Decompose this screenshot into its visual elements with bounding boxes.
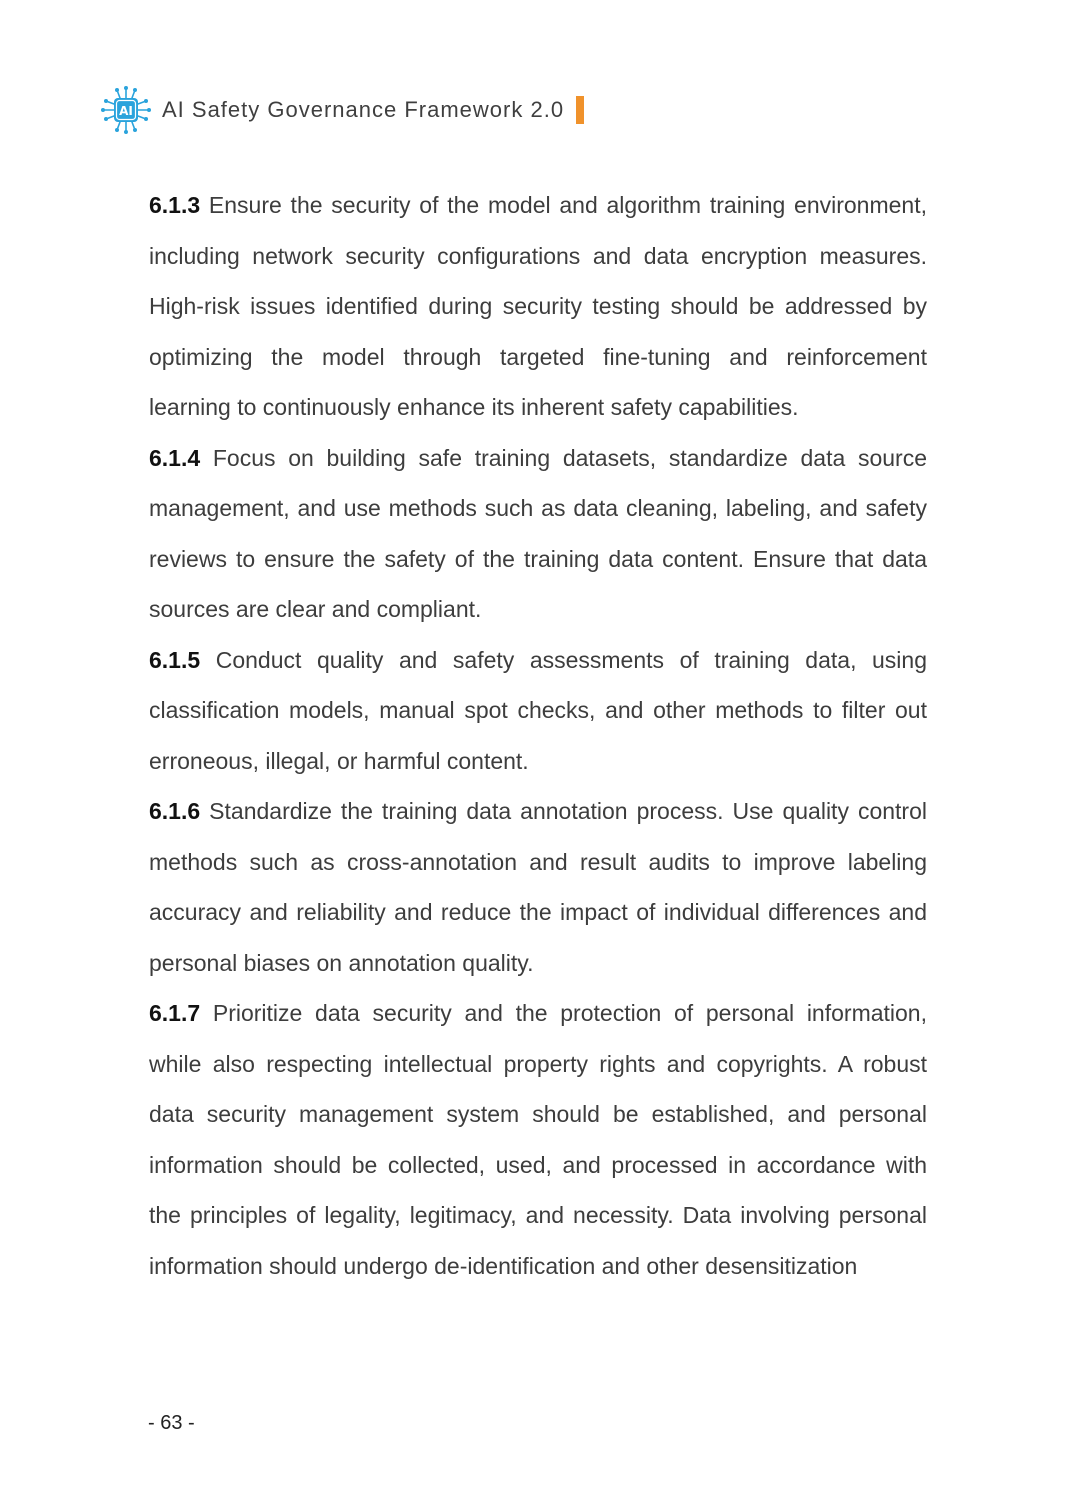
section-number: 6.1.3 xyxy=(149,192,201,218)
paragraph-6-1-4 xyxy=(149,433,927,635)
paragraph-text: Standardize the training data annotation process. Use quality control methods such as cross-annotation and result audits to improve labeling accuracy and reliability and reduce the impact of individual differences and personal biases on annotation quality. xyxy=(149,798,927,976)
section-number: 6.1.5 xyxy=(149,646,201,673)
section-number: 6.1.6 xyxy=(149,798,201,824)
logo-text: AI xyxy=(119,104,133,118)
paragraph-6-1-5 xyxy=(149,635,927,787)
section-number: 6.1.7 xyxy=(149,1000,201,1026)
paragraph-text: Prioritize data security and the protection of personal information, while also respecting intellectual property rights and copyrights. A robust data security management system should be established, and personal information should be collected, used, and processed in accordance with the principles of legality, legitimacy, and necessity. Data involving personal information should undergo de-identification and other desensitization xyxy=(149,1000,927,1279)
paragraph-6-1-3 xyxy=(149,180,927,433)
header-accent-bar xyxy=(576,96,584,124)
ai-chip-logo-icon xyxy=(100,84,152,136)
page-header xyxy=(100,82,584,138)
document-title: AI Safety Governance Framework 2.0 xyxy=(162,97,565,122)
paragraph-text: Focus on building safe training datasets, standardize data source management, and use methods such as data cleaning, labeling, and safety reviews to ensure the safety of the training data content. Ensure that data sources are clear and compliant. xyxy=(149,444,928,622)
body-text xyxy=(149,180,927,1291)
section-number: 6.1.4 xyxy=(149,444,201,471)
paragraph-6-1-7 xyxy=(149,988,927,1291)
page-number: - 63 - xyxy=(148,1412,195,1434)
paragraph-text: Ensure the security of the model and algorithm training environment, including network security configurations and data encryption measures. High-risk issues identified during security testing should be addressed by optimizing the model through targeted fine-tuning and reinforcement learning to continuously enhance its inherent safety capabilities. xyxy=(149,192,928,420)
paragraph-text: Conduct quality and safety assessments of training data, using classification models, manual spot checks, and other methods to filter out erroneous, illegal, or harmful content. xyxy=(149,646,928,774)
paragraph-6-1-6 xyxy=(149,786,927,988)
